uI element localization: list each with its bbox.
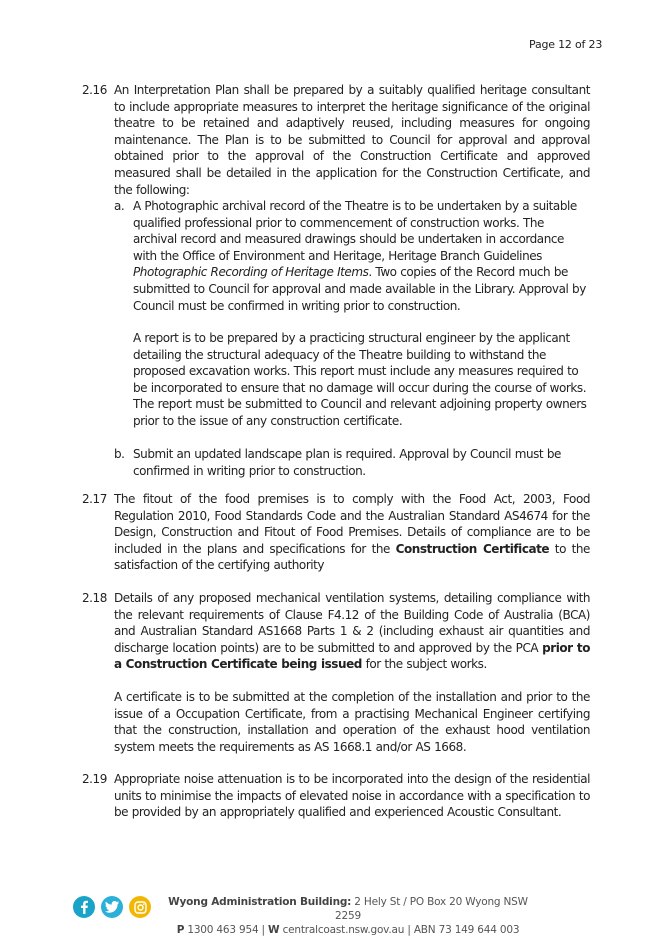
subitem-text: Submit an updated landscape plan is required. Approval by Council must be confirmed in writing prior to construction. — [133, 447, 561, 478]
subitem-a-paragraph-2 — [114, 330, 590, 430]
clause-2-17 — [82, 491, 590, 574]
page-number: Page 12 of 23 — [529, 38, 603, 51]
clause-text: A certificate is to be submitted at the completion of the installation and prior to the issue of a Occupation Certificate, from a practising Mechanical Engineer certifying that the construction, installation and operation of the exhaust hood ventilation system meets the requirements as AS 1668.1 and/or AS 1668. — [114, 690, 590, 754]
clause-2-18 — [82, 590, 590, 673]
facebook-icon[interactable] — [73, 896, 95, 918]
subitem-text: A report is to be prepared by a practicing structural engineer by the applicant detailing the structural adequacy of the Theatre building to withstand the proposed excavation works. This report must include any measures required to be incorporated to ensure that no damage will occur during the course of works. The report must be submitted to Council and relevant adjoining property owners prior to the issue of any construction certificate. — [133, 331, 587, 428]
clause-text: Details of any proposed mechanical ventilation systems, detailing compliance with the relevant requirements of Clause F4.12 of the Building Code of Australia (BCA) and Australian Standard AS1668 Parts 1 & 2 (including exhaust air quantities and discharge location points) are to be submitted to and approved by the PCA prior to a Construction Certificate being issued for the subject works. — [114, 591, 590, 672]
subitem-label: b. — [114, 447, 125, 461]
clause-2-16 — [82, 82, 590, 198]
twitter-icon[interactable] — [101, 896, 123, 918]
clause-text: An Interpretation Plan shall be prepared by a suitably qualified heritage consultant to include appropriate measures to interpret the heritage significance of the original theatre to be retained and adaptively reused, including measures for ongoing maintenance. The Plan is to be submitted to Council for approval and approval obtained prior to the approval of the Construction Certificate and approved measured shall be detailed in the application for the Construction Certificate, and the following: — [114, 83, 590, 197]
social-icons — [73, 896, 151, 918]
clause-text: Appropriate noise attenuation is to be incorporated into the design of the residential units to minimise the impacts of elevated noise in accordance with a specification to be provided by an appropriately qualified and experienced Acoustic Consultant. — [114, 772, 590, 820]
clause-number: 2.19 — [82, 772, 107, 786]
clause-2-19 — [82, 771, 590, 821]
instagram-icon[interactable] — [129, 896, 151, 918]
footer-contact-line: P 1300 463 954 | W centralcoast.nsw.gov.au | ABN 73 149 644 003 — [176, 924, 520, 936]
footer-address-line: Wyong Administration Building: 2 Hely St / PO Box 20 Wyong NSW 2259 — [168, 896, 528, 922]
subitem-b — [114, 446, 590, 479]
subitem-text: A Photographic archival record of the Theatre is to be undertaken by a suitable qualified professional prior to commencement of construction works. The archival record and measured drawings should be undertaken in accordance with the Office of Environment and Heritage, Heritage Branch Guidelines Photographic Recording of Heritage Items. Two copies of the Record much be submitted to Council for approval and made available in the Library. Approval by Council must be confirmed in writing prior to construction. — [133, 199, 586, 313]
footer-contact — [158, 895, 538, 937]
clause-text: The fitout of the food premises is to comply with the Food Act, 2003, Food Regulation 2010, Food Standards Code and the Australian Standard AS4674 for the Design, Construction and Fitout of Food Premises. Details of compliance are to be included in the plans and specifications for the Construction Certificate to the satisfaction of the certifying authority — [114, 492, 590, 573]
clause-number: 2.17 — [82, 492, 107, 506]
clause-number: 2.18 — [82, 591, 107, 605]
subitem-label: a. — [114, 199, 125, 213]
subitem-a — [114, 198, 590, 314]
clause-2-18-paragraph-2 — [82, 689, 590, 755]
clause-number: 2.16 — [82, 83, 107, 97]
